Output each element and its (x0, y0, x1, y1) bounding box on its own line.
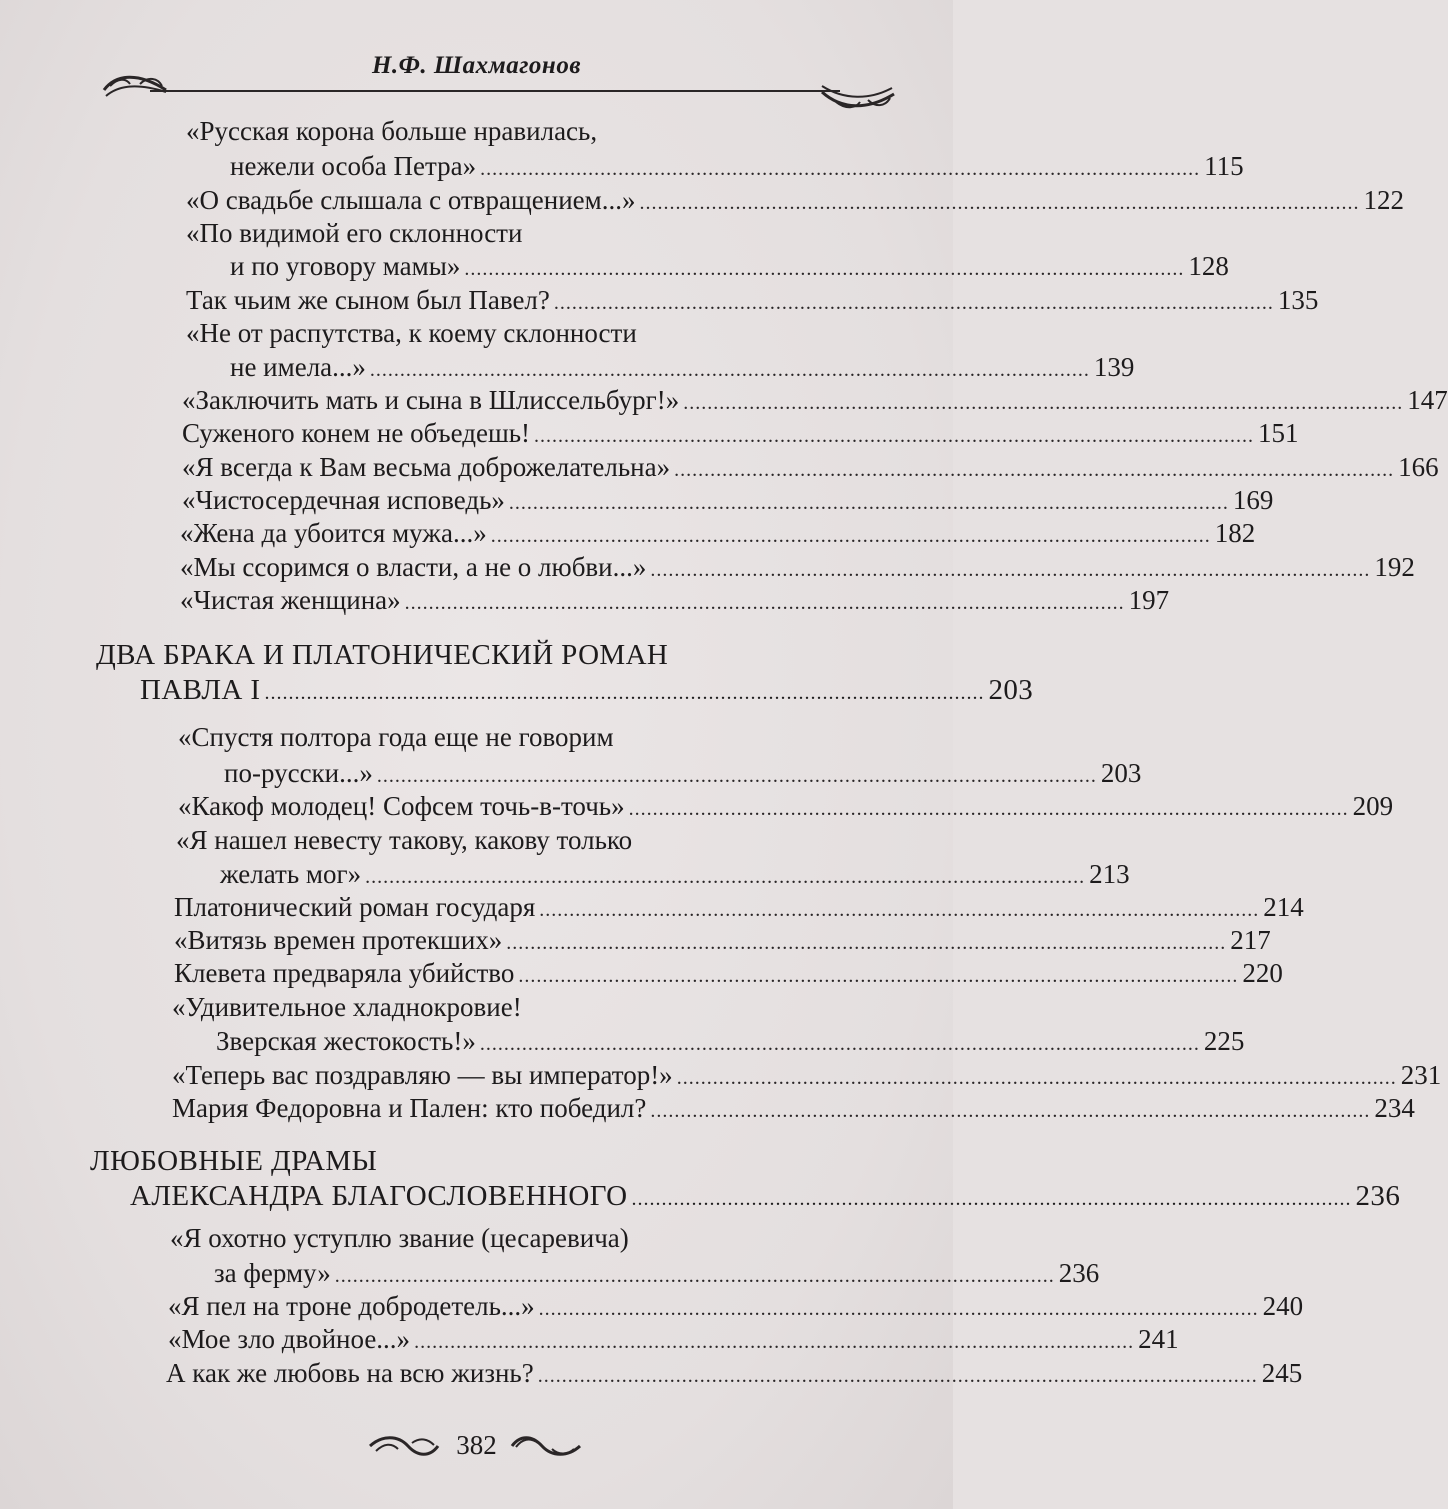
leader-dots: ........................................................................................................................ (639, 192, 1360, 214)
toc-page-number: 139 (1093, 352, 1135, 382)
toc-page-number: 169 (1232, 485, 1274, 515)
toc-entry (166, 1358, 1303, 1391)
toc-entry (180, 585, 1170, 618)
toc-page-number: 192 (1374, 552, 1415, 582)
toc-page-number: 213 (1089, 859, 1130, 889)
toc-entry-title: «Какоф молодец! Софсем точь-в-точь» (178, 791, 625, 821)
toc-entry (182, 452, 1439, 485)
toc-entry (230, 151, 1244, 184)
toc-page-number: 135 (1277, 285, 1319, 315)
toc-entry (176, 825, 632, 855)
chapter-title: ЛЮБОВНЫЕ ДРАМЫ (90, 1145, 378, 1177)
toc-entry-title: и по уговору мамы» (230, 251, 461, 281)
toc-entry-title: «Не от распутства, к коему склонности (186, 318, 637, 348)
leader-dots: ........................................................................................................................ (650, 1100, 1371, 1122)
toc-entry (178, 722, 614, 752)
toc-entry (168, 1324, 1179, 1357)
chapter-heading (140, 674, 1034, 709)
leader-dots: ........................................................................................................................ (508, 492, 1229, 514)
toc-page-number: 214 (1263, 892, 1304, 922)
toc-entry (174, 958, 1283, 991)
toc-entry (186, 318, 637, 348)
page-number: 382 (456, 1430, 497, 1460)
toc-entry (216, 1026, 1245, 1059)
toc-page-number: 122 (1363, 185, 1404, 215)
toc-entry-title: «Русская корона больше нравилась, (186, 116, 598, 146)
toc-entry-title: по-русски...» (224, 758, 373, 788)
toc-entry-title: «Я нашел невесту такову, какову только (176, 825, 633, 855)
toc-entry (170, 1223, 629, 1253)
leader-dots: ........................................................................................................................ (506, 932, 1227, 954)
toc-entry-title: «Чистая женщина» (180, 585, 401, 615)
toc-page-number: 166 (1398, 452, 1439, 482)
toc-page-number: 236 (1355, 1180, 1401, 1212)
leader-dots: ........................................................................................................................ (414, 1331, 1135, 1353)
toc-page-number: 197 (1128, 585, 1170, 615)
toc-entry-title: Клевета предваряла убийство (174, 958, 515, 988)
toc-entry-title: «О свадьбе слышала с отвращением...» (186, 185, 636, 215)
toc-page-number: 225 (1203, 1026, 1245, 1056)
toc-entry-title: Зверская жестокость!» (216, 1026, 476, 1056)
toc-entry (178, 791, 1394, 824)
leader-dots: ........................................................................................................................ (676, 1067, 1397, 1089)
toc-entry-title: А как же любовь на всю жизнь? (166, 1358, 534, 1388)
toc-entry-title: Платонический роман государя (174, 892, 536, 922)
toc-entry-title: «Мы ссоримся о власти, а не о любви...» (180, 552, 647, 582)
toc-page-number: 231 (1400, 1060, 1442, 1090)
toc-entry (174, 925, 1271, 958)
toc-entry (180, 552, 1415, 585)
toc-entry-title: за ферму» (214, 1258, 331, 1288)
toc-page-number: 182 (1214, 518, 1256, 548)
chapter-title: ДВА БРАКА И ПЛАТОНИЧЕСКИЙ РОМАН (96, 639, 669, 671)
toc-entry (182, 418, 1299, 451)
toc-entry (214, 1258, 1100, 1291)
chapter-title: АЛЕКСАНДРА БЛАГОСЛОВЕННОГО (130, 1180, 628, 1212)
toc-entry (186, 285, 1319, 318)
toc-entry (186, 185, 1404, 218)
toc-entry (230, 352, 1135, 385)
chapter-heading (130, 1180, 1401, 1215)
toc-entry (172, 992, 522, 1022)
toc-entry-title: не имела...» (230, 352, 366, 382)
toc-page-number: 217 (1230, 925, 1271, 955)
toc-entry (186, 218, 522, 248)
leader-dots: ........................................................................................................................ (538, 1298, 1259, 1320)
toc-page-number: 151 (1258, 418, 1299, 448)
leader-dots: ........................................................................................................................ (631, 1188, 1352, 1210)
toc-entry-title: нежели особа Петра» (230, 151, 477, 181)
toc-entry (186, 116, 597, 146)
toc-entry (168, 1291, 1304, 1324)
toc-entry-title: «Мое зло двойное...» (168, 1324, 411, 1354)
toc-entry-title: желать мог» (220, 859, 362, 889)
leader-dots: ........................................................................................................................ (479, 1033, 1200, 1055)
toc-entry-title: «Спустя полтора года еще не говорим (178, 722, 614, 752)
chapter-heading (96, 639, 668, 671)
chapter-heading (90, 1145, 377, 1177)
toc-entry (172, 1093, 1415, 1126)
leader-dots: ........................................................................................................................ (490, 525, 1211, 547)
leader-dots: ........................................................................................................................ (404, 592, 1125, 614)
toc-page-number: 234 (1374, 1093, 1415, 1123)
toc-entry-title: «Заключить мать и сына в Шлиссельбург!» (182, 385, 680, 415)
leader-dots: ........................................................................................................................ (539, 899, 1260, 921)
leader-dots: ........................................................................................................................ (334, 1265, 1055, 1287)
toc-page-number: 203 (1100, 758, 1142, 788)
toc-entry (182, 385, 1448, 418)
toc-page-number: 128 (1188, 251, 1229, 281)
toc-entry-title: Так чьим же сыном был Павел? (186, 285, 550, 315)
toc-entry-title: «Я пел на троне добродетель...» (168, 1291, 535, 1321)
toc-entry-title: «Жена да убоится мужа...» (180, 518, 487, 548)
toc-entry-title: «Витязь времен протекших» (174, 925, 503, 955)
toc-entry-title: «По видимой его склонности (186, 218, 523, 248)
toc-entry (220, 859, 1130, 892)
toc-entry-title: «Я всегда к Вам весьма доброжелательна» (182, 452, 671, 482)
toc-entry-title: Суженого конем не объедешь! (182, 418, 531, 448)
toc-page-number: 220 (1242, 958, 1283, 988)
leader-dots: ........................................................................................................................ (376, 765, 1097, 787)
toc-page-number: 241 (1138, 1324, 1179, 1354)
toc-entry (172, 1060, 1442, 1093)
toc-page-number: 115 (1204, 151, 1244, 181)
leader-dots: ........................................................................................................................ (264, 682, 985, 704)
right-folio-ornament (510, 1433, 582, 1459)
chapter-title: ПАВЛА I (140, 674, 261, 706)
toc-entry (182, 485, 1274, 518)
leader-dots: ........................................................................................................................ (628, 798, 1349, 820)
leader-dots: ........................................................................................................................ (365, 866, 1086, 888)
toc-entry (174, 892, 1304, 925)
toc-page-number: 147 (1407, 385, 1448, 415)
leader-dots: ........................................................................................................................ (674, 459, 1395, 481)
toc-entry (224, 758, 1142, 791)
toc-entry-title: «Теперь вас поздравляю — вы император!» (172, 1060, 673, 1090)
toc-page-number: 240 (1262, 1291, 1304, 1321)
leader-dots: ........................................................................................................................ (683, 392, 1404, 414)
toc-page-number: 245 (1261, 1358, 1303, 1388)
toc-entry-title: «Я охотно уступлю звание (цесаревича) (170, 1223, 629, 1253)
leader-dots: ........................................................................................................................ (534, 425, 1255, 447)
toc-page-number: 236 (1058, 1258, 1100, 1288)
running-title: Н.Ф. Шахмагонов (371, 52, 581, 79)
leader-dots: ........................................................................................................................ (518, 965, 1239, 987)
leader-dots: ........................................................................................................................ (464, 258, 1185, 280)
toc-entry-title: «Удивительное хладнокровие! (172, 992, 522, 1022)
toc-entry (180, 518, 1256, 551)
leader-dots: ........................................................................................................................ (650, 559, 1371, 581)
toc-entry-title: Мария Федоровна и Пален: кто победил? (172, 1093, 647, 1123)
toc-page-number: 203 (988, 674, 1034, 706)
leader-dots: ........................................................................................................................ (553, 292, 1274, 314)
leader-dots: ........................................................................................................................ (369, 359, 1090, 381)
toc-entry-title: «Чистосердечная исповедь» (182, 485, 505, 515)
toc-entry (230, 251, 1229, 284)
leader-dots: ........................................................................................................................ (537, 1365, 1258, 1387)
leader-dots: ........................................................................................................................ (480, 158, 1201, 180)
toc-page-number: 209 (1352, 791, 1394, 821)
